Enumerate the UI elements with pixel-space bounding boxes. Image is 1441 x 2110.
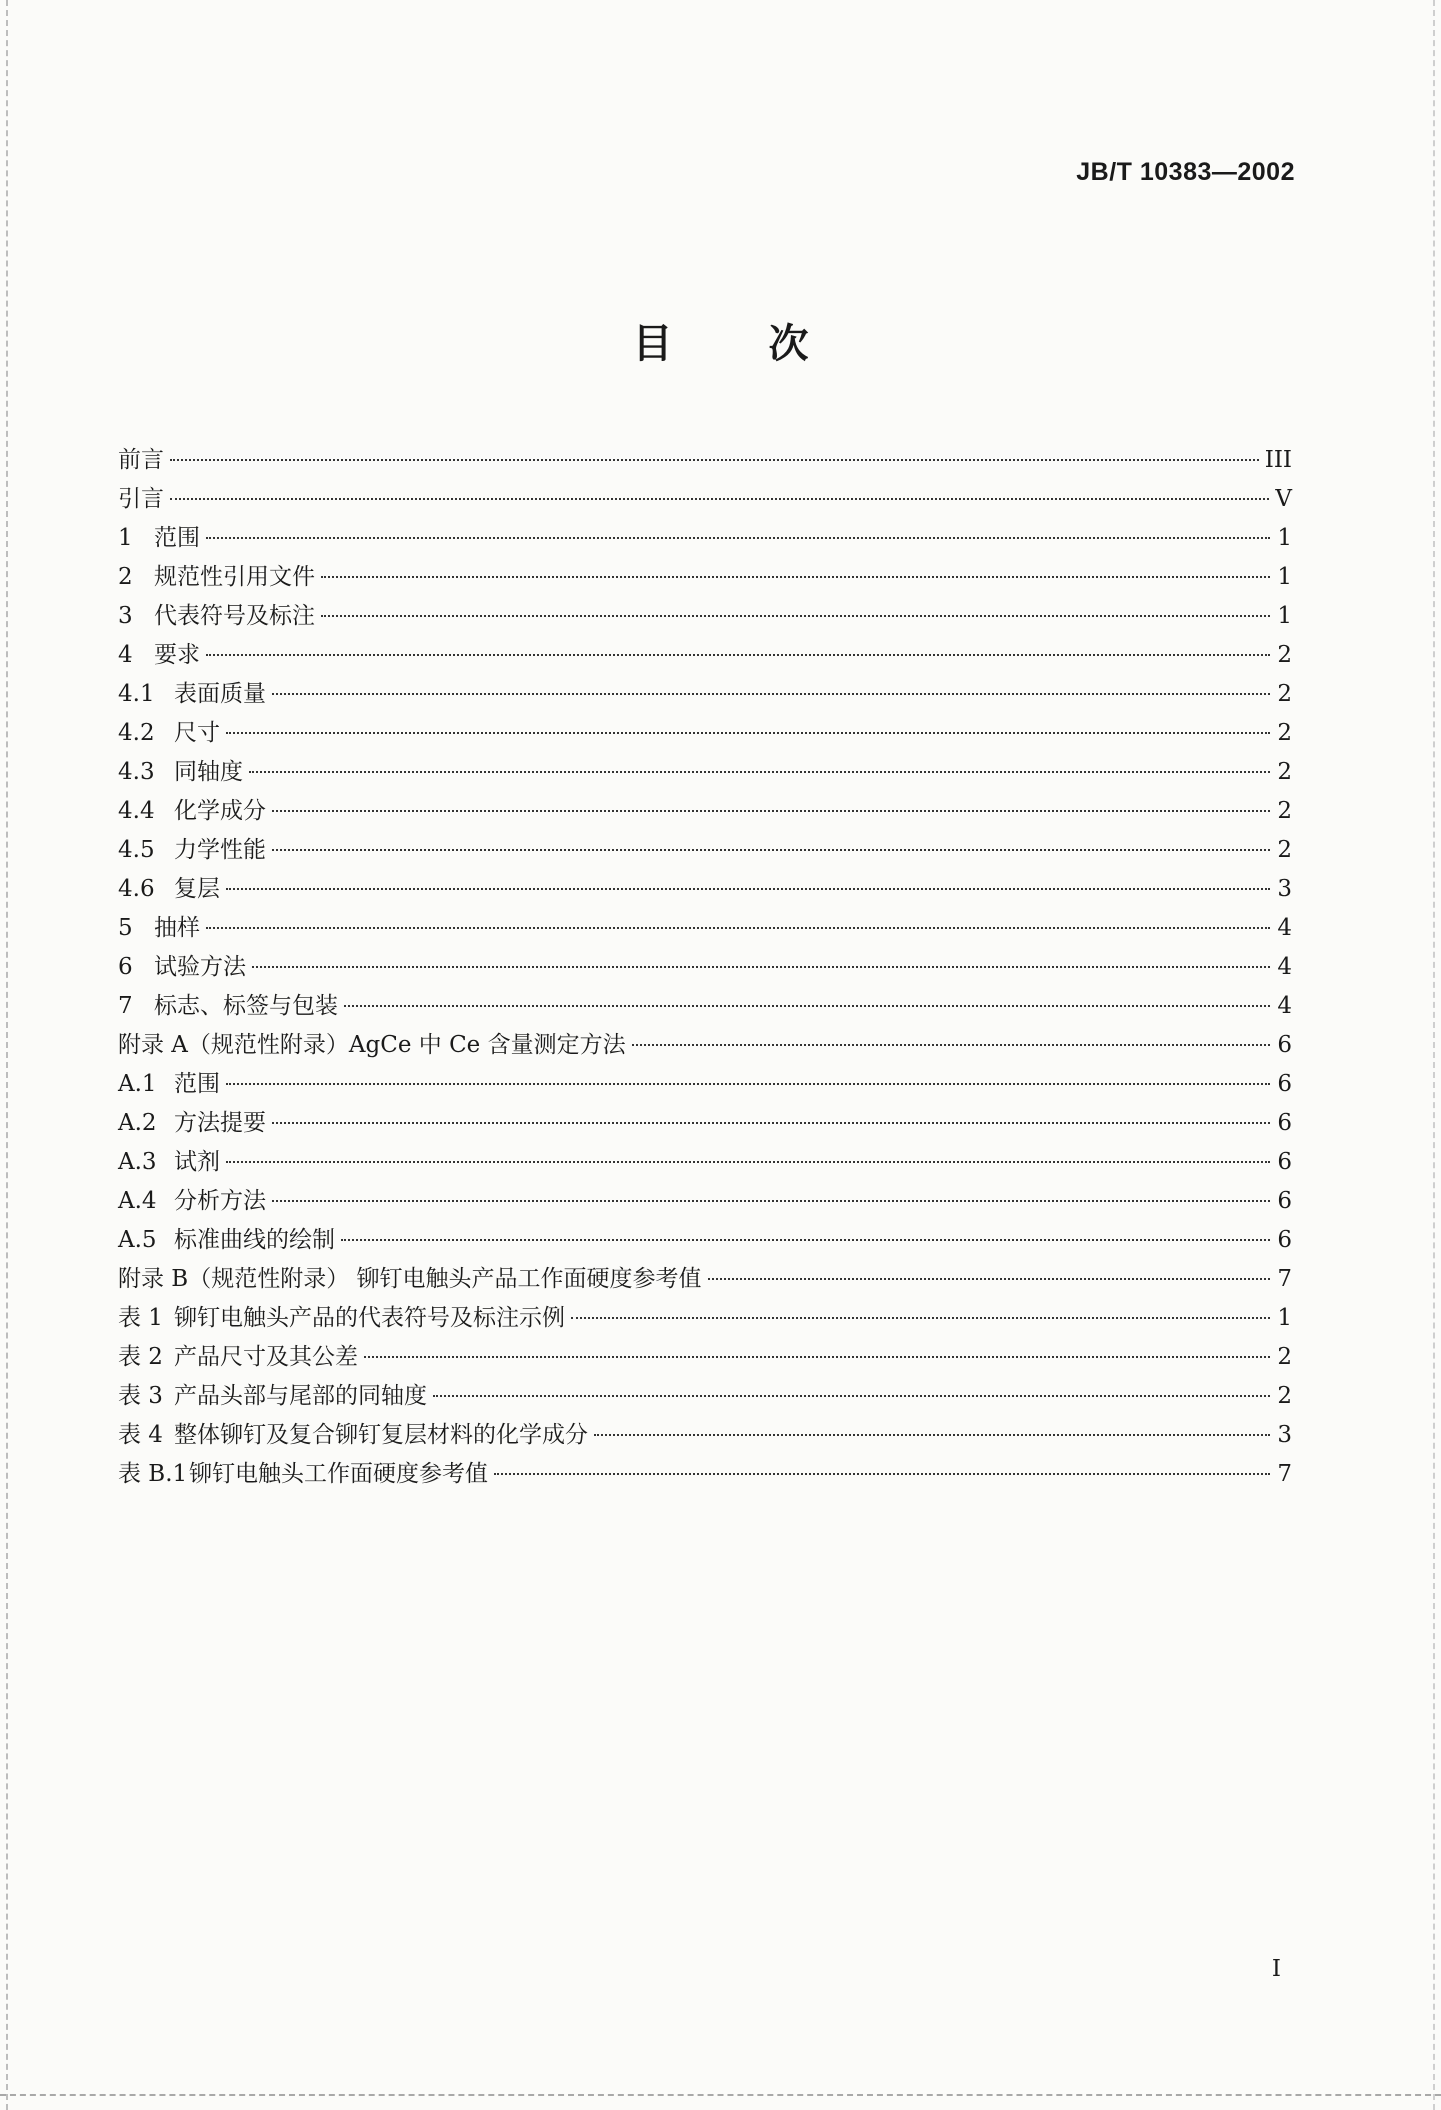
toc-label: 范围 [154, 525, 200, 551]
toc-page: V [1275, 486, 1292, 512]
toc-number: 4.1 [118, 681, 155, 707]
toc-entry-table-2[interactable] [118, 1338, 1292, 1377]
toc-number: 4.6 [118, 876, 155, 902]
toc-page: 2 [1277, 759, 1292, 785]
title-char-1: 目 [632, 321, 673, 367]
toc-page: 6 [1277, 1227, 1292, 1253]
dot-leader [594, 1434, 1270, 1436]
toc-entry-a-1[interactable] [118, 1065, 1292, 1104]
toc-label: 同轴度 [174, 759, 243, 785]
dot-leader [226, 732, 1270, 734]
toc-number: 4.4 [118, 798, 155, 824]
toc-page: 3 [1277, 1422, 1292, 1448]
dot-leader [364, 1356, 1270, 1358]
toc-entry-6[interactable] [118, 948, 1292, 987]
toc-entry-3[interactable] [118, 597, 1292, 636]
toc-number: 2 [118, 564, 133, 590]
standard-code: JB/T 10383—2002 [1076, 158, 1295, 186]
toc-number: 表 B.1 [118, 1461, 188, 1487]
toc-label: 引言 [118, 486, 164, 512]
toc-page: 4 [1277, 993, 1292, 1019]
dot-leader [708, 1278, 1270, 1280]
toc-entry-4-2[interactable] [118, 714, 1292, 753]
dot-leader [252, 966, 1270, 968]
toc-entry-4-6[interactable] [118, 870, 1292, 909]
table-of-contents [118, 441, 1292, 1494]
toc-entry-a-4[interactable] [118, 1182, 1292, 1221]
toc-entry-appendix-a[interactable] [118, 1026, 1292, 1065]
toc-page: 2 [1277, 1344, 1292, 1370]
toc-entry-1[interactable] [118, 519, 1292, 558]
toc-label: 产品头部与尾部的同轴度 [174, 1383, 427, 1409]
toc-number: 4.2 [118, 720, 155, 746]
toc-label: 表面质量 [174, 681, 266, 707]
toc-page: 6 [1277, 1071, 1292, 1097]
toc-page: 6 [1277, 1110, 1292, 1136]
toc-label: 附录 B（规范性附录） 铆钉电触头产品工作面硬度参考值 [118, 1266, 702, 1292]
page-number: I [1271, 1956, 1281, 1982]
toc-number: 6 [118, 954, 133, 980]
toc-label: 方法提要 [174, 1110, 266, 1136]
toc-page: 2 [1277, 1383, 1292, 1409]
toc-label: 代表符号及标注 [154, 603, 315, 629]
toc-label: 复层 [174, 876, 220, 902]
toc-page: 2 [1277, 720, 1292, 746]
toc-label: 规范性引用文件 [154, 564, 315, 590]
toc-entry-4-1[interactable] [118, 675, 1292, 714]
toc-entry-appendix-b[interactable] [118, 1260, 1292, 1299]
toc-page: 1 [1277, 1305, 1292, 1331]
scan-edge-bottom [0, 2094, 1441, 2098]
toc-page: 2 [1277, 837, 1292, 863]
dot-leader [321, 576, 1270, 578]
toc-label: 标志、标签与包装 [154, 993, 338, 1019]
dot-leader [632, 1044, 1270, 1046]
toc-entry-4-3[interactable] [118, 753, 1292, 792]
toc-label: 前言 [118, 447, 164, 473]
toc-label: 力学性能 [174, 837, 266, 863]
dot-leader [249, 771, 1270, 773]
toc-number: A.3 [118, 1149, 157, 1175]
dot-leader [226, 1083, 1270, 1085]
toc-number: 1 [118, 525, 133, 551]
toc-number: A.1 [118, 1071, 157, 1097]
toc-page: 1 [1277, 564, 1292, 590]
toc-number: 表 4 [118, 1422, 163, 1448]
dot-leader [170, 498, 1269, 500]
toc-page: 6 [1277, 1149, 1292, 1175]
toc-entry-5[interactable] [118, 909, 1292, 948]
toc-number: 5 [118, 915, 133, 941]
toc-entry-7[interactable] [118, 987, 1292, 1026]
toc-page: 3 [1277, 876, 1292, 902]
dot-leader [341, 1239, 1270, 1241]
toc-entry-a-2[interactable] [118, 1104, 1292, 1143]
toc-label: 铆钉电触头工作面硬度参考值 [189, 1461, 488, 1487]
toc-entry-table-1[interactable] [118, 1299, 1292, 1338]
toc-label: 要求 [154, 642, 200, 668]
toc-entry-4-4[interactable] [118, 792, 1292, 831]
toc-page: 7 [1277, 1266, 1292, 1292]
toc-page: 4 [1277, 915, 1292, 941]
toc-number: 表 2 [118, 1344, 163, 1370]
toc-entry-table-3[interactable] [118, 1377, 1292, 1416]
toc-page: 1 [1277, 603, 1292, 629]
dot-leader [571, 1317, 1270, 1319]
toc-number: 7 [118, 993, 133, 1019]
toc-number: 表 3 [118, 1383, 163, 1409]
toc-page: 7 [1277, 1461, 1292, 1487]
toc-page: III [1264, 447, 1292, 473]
toc-entry-4-5[interactable] [118, 831, 1292, 870]
toc-label: 范围 [174, 1071, 220, 1097]
dot-leader [206, 927, 1270, 929]
dot-leader [206, 654, 1270, 656]
title-char-2: 次 [768, 321, 809, 367]
dot-leader [344, 1005, 1270, 1007]
toc-label: 附录 A（规范性附录）AgCe 中 Ce 含量测定方法 [118, 1032, 626, 1058]
toc-label: 尺寸 [174, 720, 220, 746]
toc-page: 2 [1277, 798, 1292, 824]
dot-leader [226, 1161, 1270, 1163]
toc-page: 2 [1277, 681, 1292, 707]
toc-entry-table-b-1[interactable] [118, 1455, 1292, 1494]
dot-leader [272, 849, 1270, 851]
dot-leader [272, 1122, 1270, 1124]
toc-label: 铆钉电触头产品的代表符号及标注示例 [174, 1305, 565, 1331]
toc-entry-a-5[interactable] [118, 1221, 1292, 1260]
toc-entry-2[interactable] [118, 558, 1292, 597]
dot-leader [433, 1395, 1270, 1397]
toc-page: 1 [1277, 525, 1292, 551]
toc-entry-4[interactable] [118, 636, 1292, 675]
toc-label: 产品尺寸及其公差 [174, 1344, 358, 1370]
dot-leader [272, 810, 1270, 812]
dot-leader [321, 615, 1270, 617]
toc-label: 化学成分 [174, 798, 266, 824]
toc-page: 6 [1277, 1188, 1292, 1214]
toc-label: 抽样 [154, 915, 200, 941]
toc-label: 分析方法 [174, 1188, 266, 1214]
toc-page: 6 [1277, 1032, 1292, 1058]
dot-leader [206, 537, 1270, 539]
dot-leader [226, 888, 1270, 890]
toc-number: 3 [118, 603, 133, 629]
toc-page: 2 [1277, 642, 1292, 668]
dot-leader [272, 1200, 1270, 1202]
toc-label: 试验方法 [154, 954, 246, 980]
dot-leader [494, 1473, 1270, 1475]
toc-label: 整体铆钉及复合铆钉复层材料的化学成分 [174, 1422, 588, 1448]
toc-number: 4 [118, 642, 133, 668]
toc-entry-introduction[interactable] [118, 480, 1292, 519]
toc-number: A.4 [118, 1188, 157, 1214]
toc-number: 表 1 [118, 1305, 163, 1331]
toc-number: A.5 [118, 1227, 157, 1253]
toc-number: A.2 [118, 1110, 157, 1136]
page-title [0, 312, 1441, 369]
dot-leader [272, 693, 1270, 695]
toc-label: 试剂 [174, 1149, 220, 1175]
toc-entry-a-3[interactable] [118, 1143, 1292, 1182]
toc-number: 4.5 [118, 837, 155, 863]
toc-label: 标准曲线的绘制 [174, 1227, 335, 1253]
dot-leader [170, 459, 1259, 461]
toc-number: 4.3 [118, 759, 155, 785]
toc-entry-foreword[interactable] [118, 441, 1292, 480]
toc-page: 4 [1277, 954, 1292, 980]
toc-entry-table-4[interactable] [118, 1416, 1292, 1455]
